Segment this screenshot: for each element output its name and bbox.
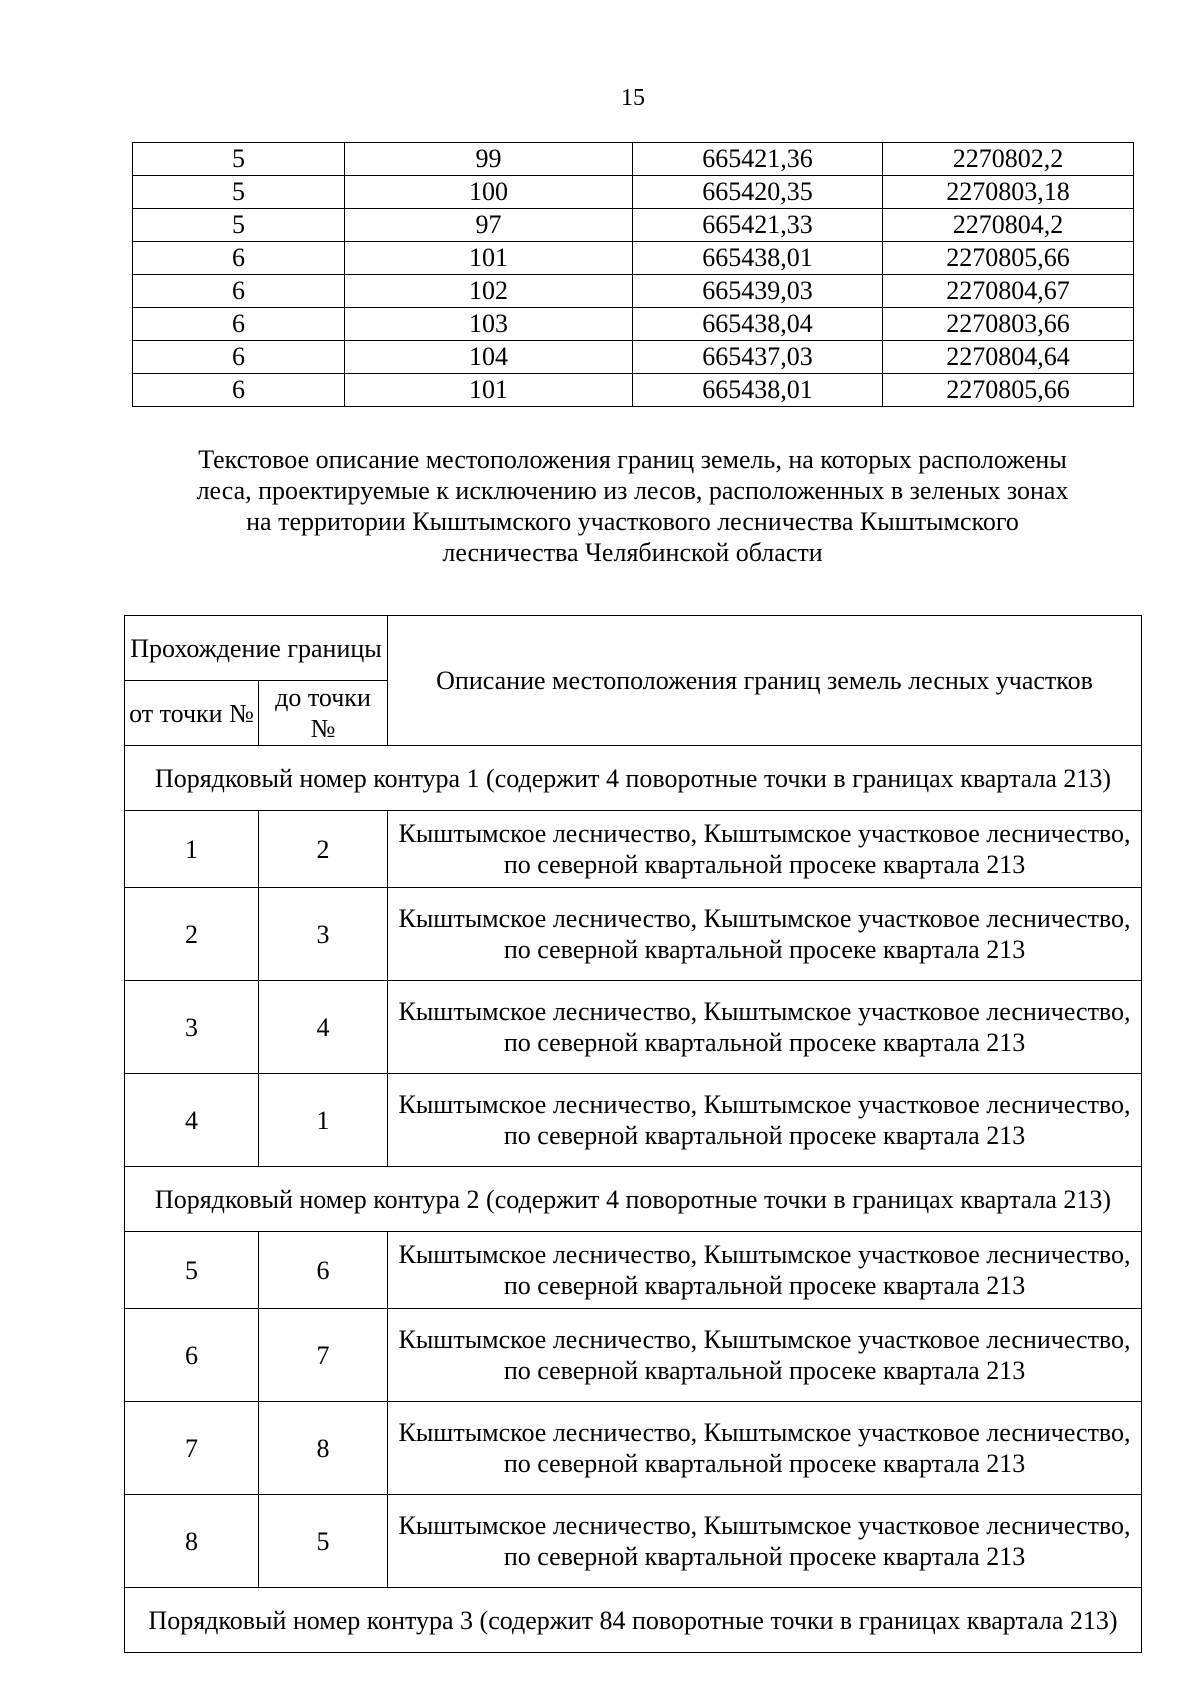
- coordinate-x-cell: 665437,03: [633, 341, 883, 374]
- coordinate-x-cell: 665438,01: [633, 374, 883, 407]
- to-point-cell: 6: [259, 1232, 388, 1309]
- coordinate-y-cell: 2270805,66: [883, 242, 1134, 275]
- coordinate-y-cell: 2270804,2: [883, 209, 1134, 242]
- from-point-cell: 8: [125, 1495, 259, 1588]
- to-point-cell: 1: [259, 1074, 388, 1167]
- point-number-cell: 103: [345, 308, 633, 341]
- coordinate-y-cell: 2270803,66: [883, 308, 1134, 341]
- contour-number-cell: 5: [133, 209, 345, 242]
- table-row: [125, 981, 1142, 1074]
- description-cell: Кыштымское лесничество, Кыштымское участковое лесничество, по северной квартальной просеке квартала 213: [388, 1232, 1142, 1309]
- coordinate-x-cell: 665421,36: [633, 143, 883, 176]
- coordinate-x-cell: 665421,33: [633, 209, 883, 242]
- contour-number-cell: 6: [133, 275, 345, 308]
- from-point-cell: 7: [125, 1402, 259, 1495]
- coordinates-table: [132, 142, 1134, 407]
- table-row: [125, 888, 1142, 981]
- contour-title-row: [125, 1167, 1142, 1232]
- page-number: 15: [621, 85, 645, 111]
- description-cell: Кыштымское лесничество, Кыштымское участковое лесничество, по северной квартальной просеке квартала 213: [388, 1402, 1142, 1495]
- to-point-cell: 4: [259, 981, 388, 1074]
- contour-number-cell: 6: [133, 374, 345, 407]
- table-row: [133, 176, 1134, 209]
- from-point-header: от точки №: [125, 681, 259, 746]
- heading-line: на территории Кыштымского участкового лесничества Кыштымского: [246, 507, 1019, 536]
- point-number-cell: 102: [345, 275, 633, 308]
- contour-number-cell: 5: [133, 176, 345, 209]
- table-row: [125, 1074, 1142, 1167]
- boundary-description-table: [124, 615, 1142, 1653]
- to-point-cell: 2: [259, 811, 388, 888]
- table-row: [133, 242, 1134, 275]
- contour-number-cell: 5: [133, 143, 345, 176]
- heading-line: лесничества Челябинской области: [442, 538, 823, 567]
- section-heading: [132, 444, 1133, 568]
- to-point-cell: 3: [259, 888, 388, 981]
- coordinate-y-cell: 2270804,67: [883, 275, 1134, 308]
- point-number-cell: 104: [345, 341, 633, 374]
- contour-number-cell: 6: [133, 341, 345, 374]
- contour-title: Порядковый номер контура 3 (содержит 84 поворотные точки в границах квартала 213): [125, 1588, 1142, 1653]
- coordinates-table-body: [133, 143, 1134, 407]
- to-point-cell: 8: [259, 1402, 388, 1495]
- coordinate-y-cell: 2270805,66: [883, 374, 1134, 407]
- header-row: [125, 616, 1142, 681]
- table-row: [133, 143, 1134, 176]
- from-point-cell: 4: [125, 1074, 259, 1167]
- table-row: [133, 308, 1134, 341]
- to-point-cell: 7: [259, 1309, 388, 1402]
- coordinate-x-cell: 665439,03: [633, 275, 883, 308]
- to-point-cell: 5: [259, 1495, 388, 1588]
- from-point-cell: 3: [125, 981, 259, 1074]
- table-row: [133, 341, 1134, 374]
- contour-title: Порядковый номер контура 1 (содержит 4 поворотные точки в границах квартала 213): [125, 746, 1142, 811]
- description-cell: Кыштымское лесничество, Кыштымское участковое лесничество, по северной квартальной просеке квартала 213: [388, 981, 1142, 1074]
- table-row: [133, 275, 1134, 308]
- table-row: [133, 374, 1134, 407]
- passage-header: Прохождение границы: [125, 616, 388, 681]
- heading-line: Текстовое описание местоположения границ земель, на которых расположены: [198, 445, 1067, 474]
- point-number-cell: 101: [345, 242, 633, 275]
- coordinate-y-cell: 2270804,64: [883, 341, 1134, 374]
- table-header: [125, 616, 1142, 746]
- description-cell: Кыштымское лесничество, Кыштымское участковое лесничество, по северной квартальной просеке квартала 213: [388, 888, 1142, 981]
- table-row: [125, 811, 1142, 888]
- from-point-cell: 1: [125, 811, 259, 888]
- contour-title: Порядковый номер контура 2 (содержит 4 поворотные точки в границах квартала 213): [125, 1167, 1142, 1232]
- table-row: [125, 1309, 1142, 1402]
- coordinate-y-cell: 2270803,18: [883, 176, 1134, 209]
- coordinate-y-cell: 2270802,2: [883, 143, 1134, 176]
- from-point-cell: 2: [125, 888, 259, 981]
- table-row: [125, 1232, 1142, 1309]
- description-header: Описание местоположения границ земель лесных участков: [388, 616, 1142, 746]
- description-cell: Кыштымское лесничество, Кыштымское участковое лесничество, по северной квартальной просеке квартала 213: [388, 1309, 1142, 1402]
- table-row: [133, 209, 1134, 242]
- description-cell: Кыштымское лесничество, Кыштымское участковое лесничество, по северной квартальной просеке квартала 213: [388, 1074, 1142, 1167]
- table-row: [125, 1402, 1142, 1495]
- coordinate-x-cell: 665420,35: [633, 176, 883, 209]
- coordinate-x-cell: 665438,01: [633, 242, 883, 275]
- point-number-cell: 97: [345, 209, 633, 242]
- contour-number-cell: 6: [133, 308, 345, 341]
- description-cell: Кыштымское лесничество, Кыштымское участковое лесничество, по северной квартальной просеке квартала 213: [388, 811, 1142, 888]
- point-number-cell: 99: [345, 143, 633, 176]
- from-point-cell: 5: [125, 1232, 259, 1309]
- contour-title-row: [125, 746, 1142, 811]
- coordinate-x-cell: 665438,04: [633, 308, 883, 341]
- contour-title-row: [125, 1588, 1142, 1653]
- contour-number-cell: 6: [133, 242, 345, 275]
- heading-line: леса, проектируемые к исключению из лесов, расположенных в зеленых зонах: [196, 476, 1069, 505]
- from-point-cell: 6: [125, 1309, 259, 1402]
- table-row: [125, 1495, 1142, 1588]
- to-point-header: до точки №: [259, 681, 388, 746]
- point-number-cell: 100: [345, 176, 633, 209]
- table-body: [125, 746, 1142, 1653]
- point-number-cell: 101: [345, 374, 633, 407]
- description-cell: Кыштымское лесничество, Кыштымское участковое лесничество, по северной квартальной просеке квартала 213: [388, 1495, 1142, 1588]
